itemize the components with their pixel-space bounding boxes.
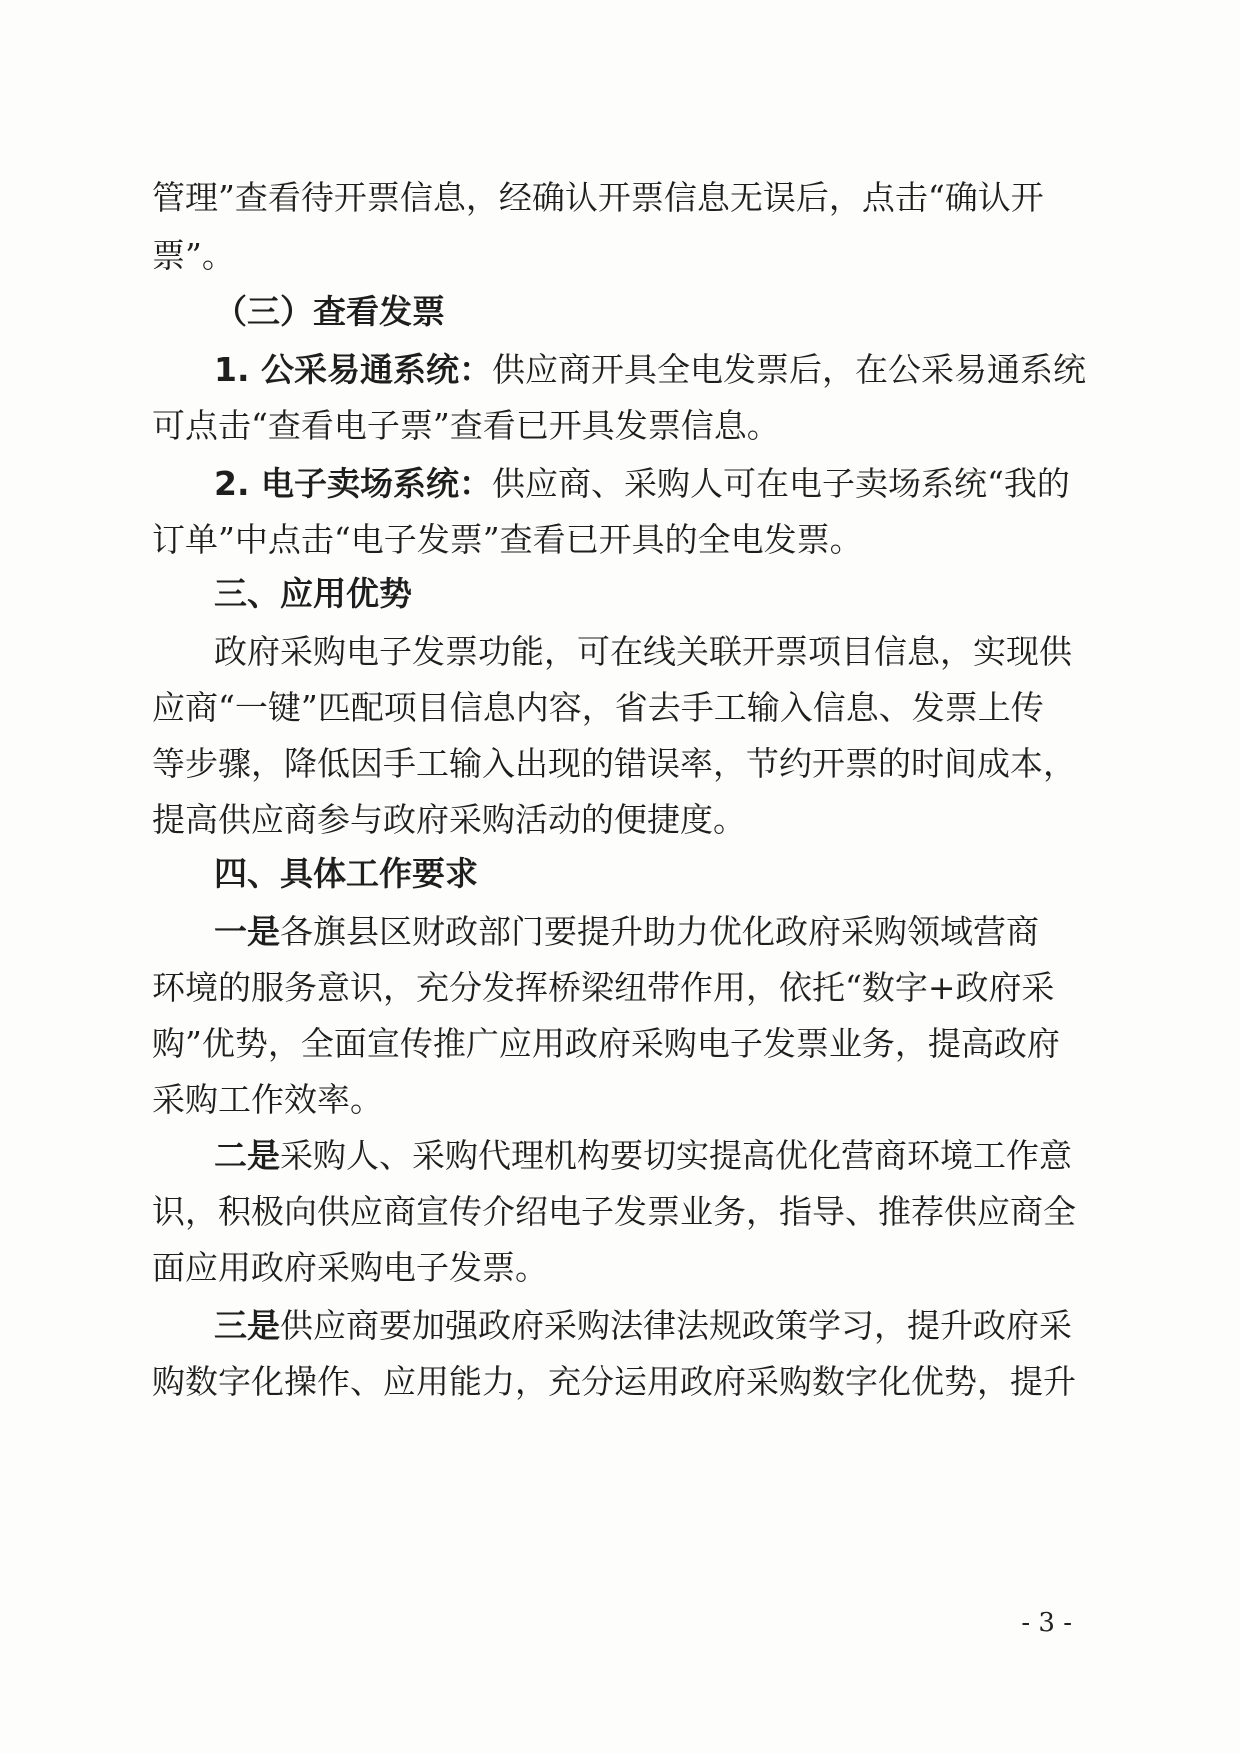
paragraph-lead: 一是 bbox=[214, 912, 280, 951]
item-text: 供应商开具全电发票后，在公采易通系统 bbox=[492, 350, 1086, 389]
paragraph-text: 采购人、采购代理机构要切实提高优化营商环境工作意 bbox=[280, 1136, 1072, 1175]
list-item-line bbox=[214, 348, 1086, 392]
list-item-line bbox=[214, 462, 1070, 506]
section-heading-advantages: 三、应用优势 bbox=[214, 574, 412, 613]
body-line: 采购工作效率。 bbox=[152, 1080, 383, 1119]
paragraph-text: 供应商要加强政府采购法律法规政策学习，提升政府采 bbox=[280, 1306, 1072, 1345]
body-line: 识，积极向供应商宣传介绍电子发票业务，指导、推荐供应商全 bbox=[152, 1192, 1076, 1231]
list-item-line: 可点击“查看电子票”查看已开具发票信息。 bbox=[152, 406, 780, 445]
body-line: 环境的服务意识，充分发挥桥梁纽带作用，依托“数字+政府采 bbox=[152, 968, 1055, 1007]
body-line: 管理”查看待开票信息，经确认开票信息无误后，点击“确认开 bbox=[152, 178, 1044, 217]
body-line: 购”优势，全面宣传推广应用政府采购电子发票业务，提高政府 bbox=[152, 1024, 1060, 1063]
paragraph-text: 各旗县区财政部门要提升助力优化政府采购领域营商 bbox=[280, 912, 1039, 951]
body-line: 等步骤，降低因手工输入出现的错误率，节约开票的时间成本， bbox=[152, 744, 1076, 783]
body-line: 政府采购电子发票功能，可在线关联开票项目信息，实现供 bbox=[214, 632, 1072, 671]
item-lead: 2. 电子卖场系统： bbox=[214, 464, 492, 503]
section-heading-requirements: 四、具体工作要求 bbox=[214, 854, 478, 893]
body-line: 购数字化操作、应用能力，充分运用政府采购数字化优势，提升 bbox=[152, 1362, 1076, 1401]
item-text: 供应商、采购人可在电子卖场系统“我的 bbox=[492, 464, 1070, 503]
paragraph-lead: 三是 bbox=[214, 1306, 280, 1345]
item-lead: 1. 公采易通系统： bbox=[214, 350, 492, 389]
section-heading-view-invoice: （三）查看发票 bbox=[214, 292, 445, 331]
page-number: - 3 - bbox=[1021, 1608, 1072, 1638]
body-line bbox=[214, 1134, 1072, 1178]
body-line: 应商“一键”匹配项目信息内容，省去手工输入信息、发票上传 bbox=[152, 688, 1044, 727]
body-line bbox=[214, 1304, 1072, 1348]
body-line bbox=[214, 910, 1039, 954]
body-line: 票”。 bbox=[152, 236, 235, 275]
list-item-line: 订单”中点击“电子发票”查看已开具的全电发票。 bbox=[152, 520, 863, 559]
body-line: 面应用政府采购电子发票。 bbox=[152, 1248, 548, 1287]
paragraph-lead: 二是 bbox=[214, 1136, 280, 1175]
body-line: 提高供应商参与政府采购活动的便捷度。 bbox=[152, 800, 746, 839]
